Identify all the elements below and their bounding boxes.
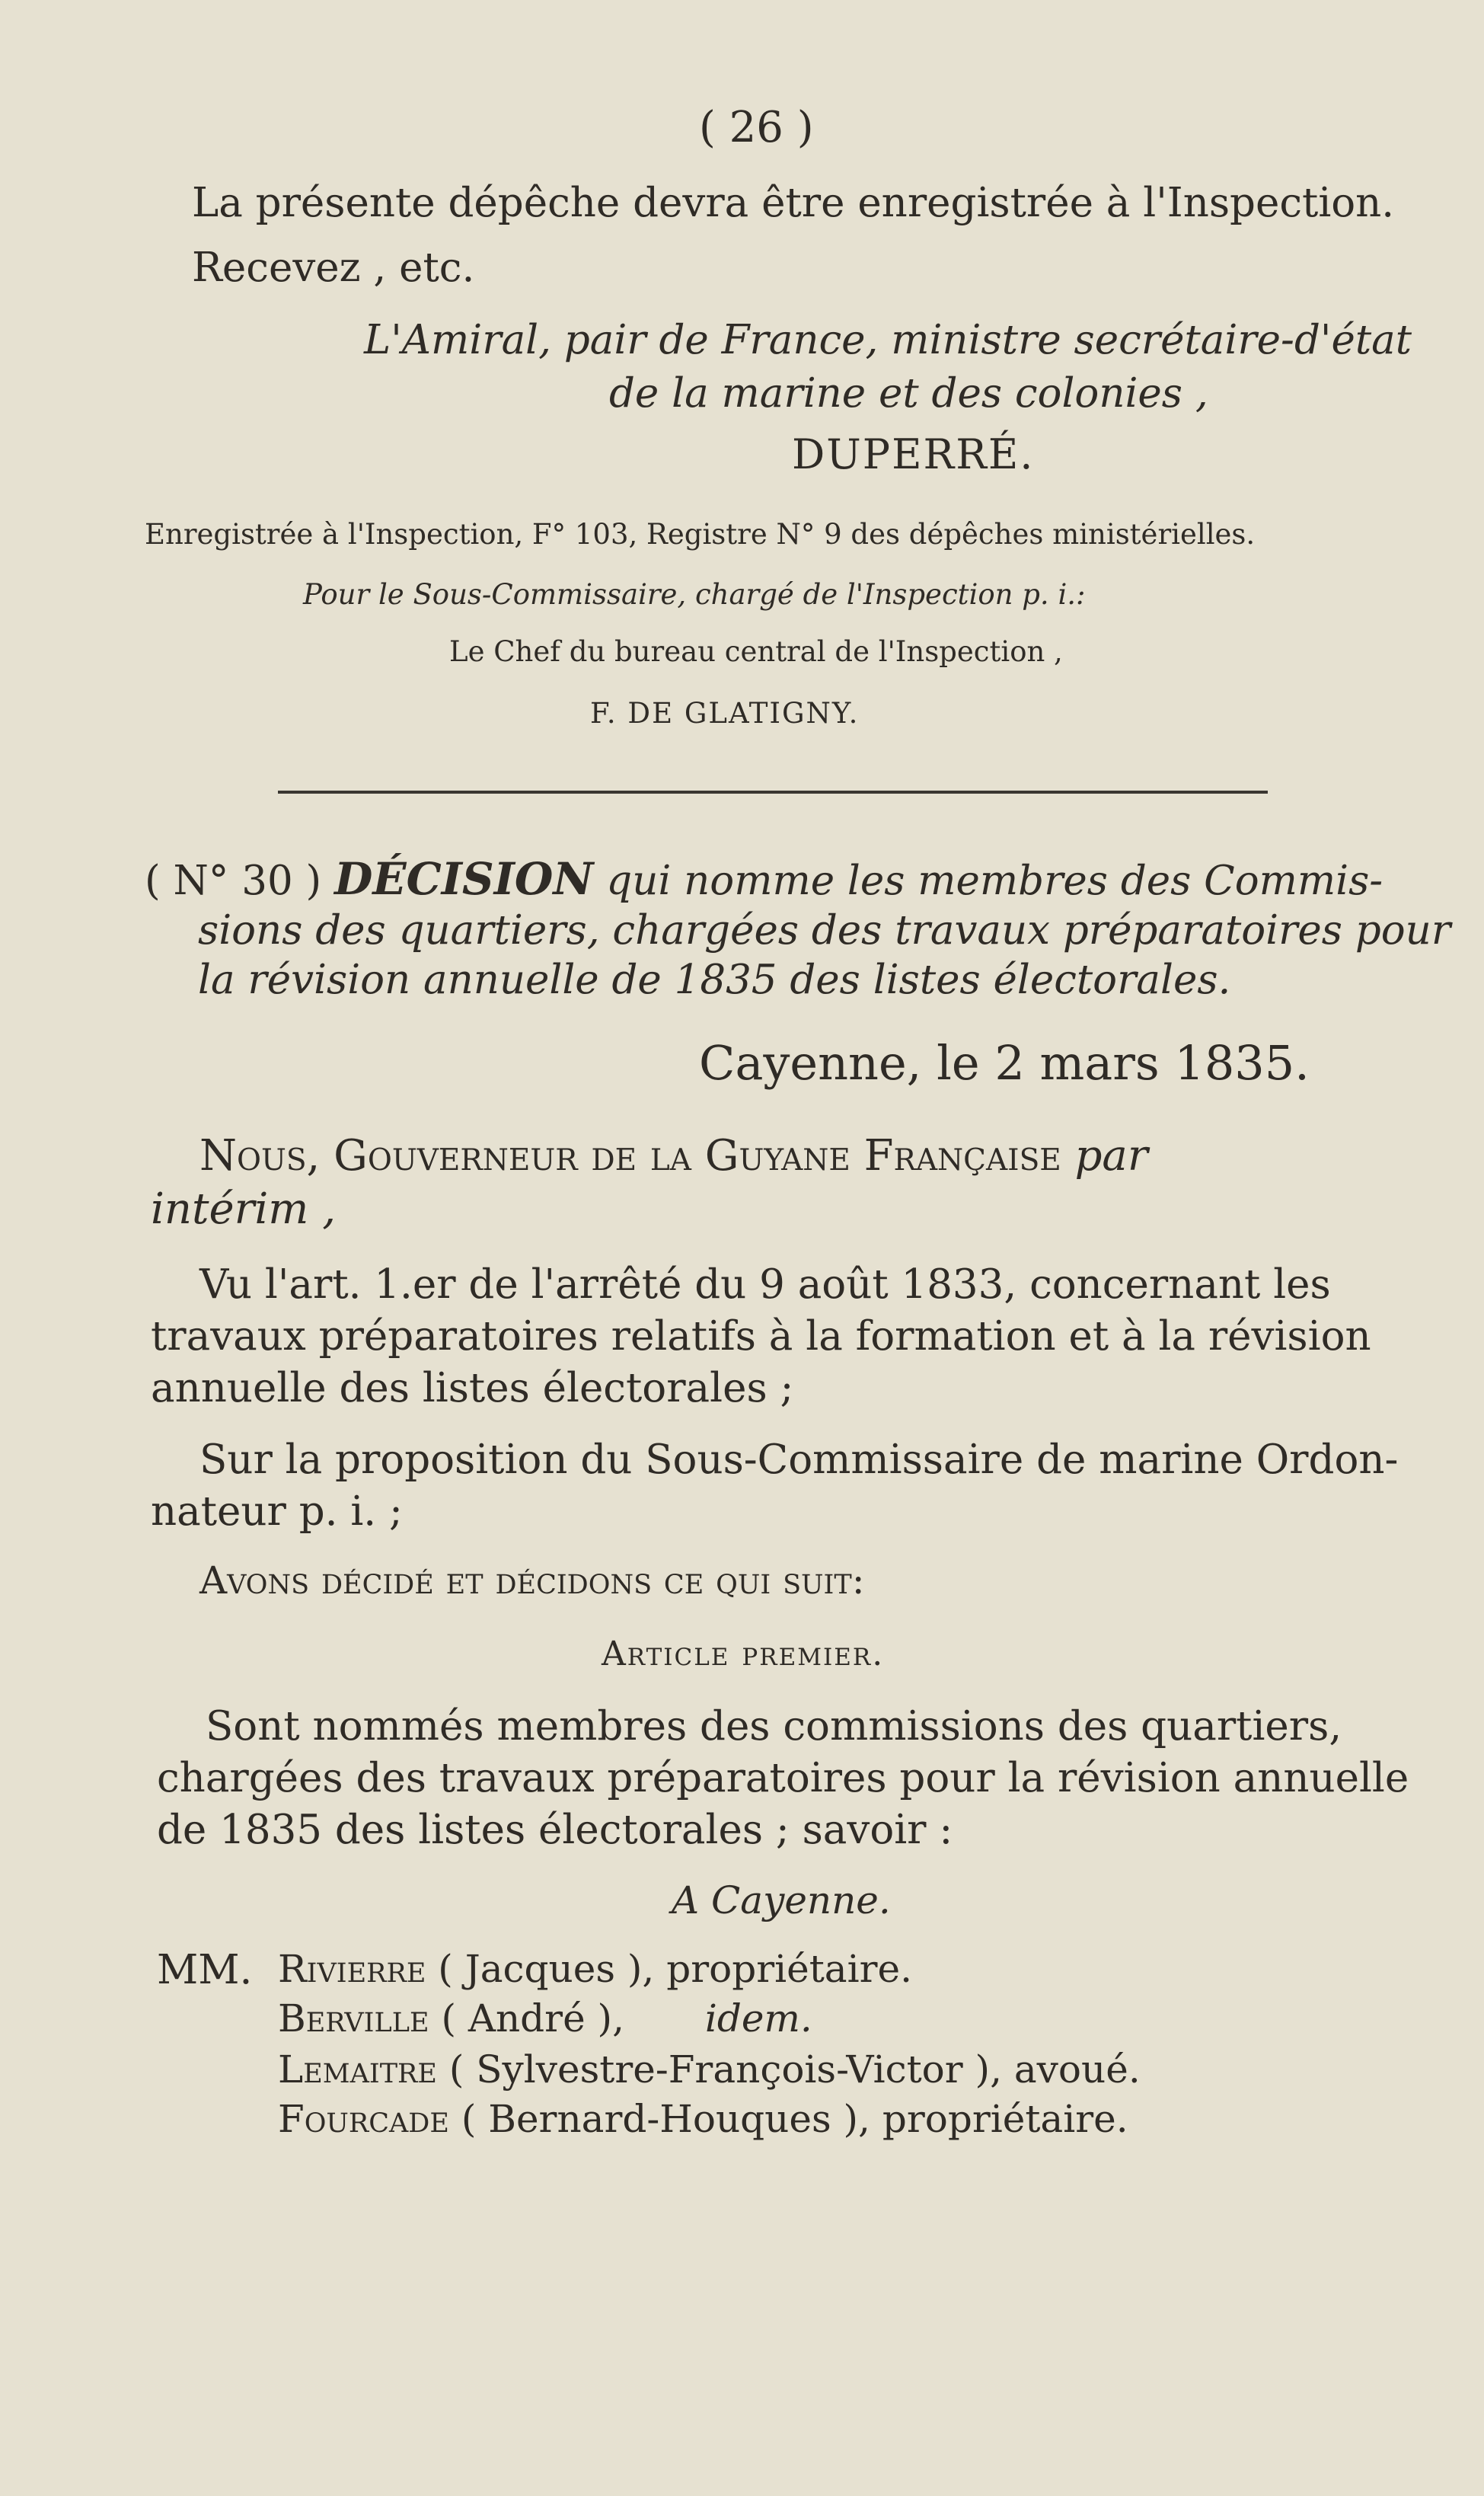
governor-clause: Nous, Gouverneur de la Guyane Française — [199, 1131, 1061, 1181]
paragraph-sur-2: nateur p. i. ; — [151, 1488, 403, 1535]
member-name: Berville — [278, 1996, 429, 2041]
decision-title-2: sions des quartiers, chargées des travaux préparatoires pour — [198, 907, 1451, 954]
place-date: Cayenne, le 2 mars 1835. — [699, 1035, 1310, 1091]
member-given: ( Sylvestre-François-Victor ), — [448, 2047, 1002, 2092]
member-name: Fourcade — [278, 2097, 449, 2141]
registration-line-2: Pour le Sous-Commissaire, chargé de l'Inspection p. i.: — [303, 578, 1086, 611]
registration-line-3: Le Chef du bureau central de l'Inspection , — [449, 635, 1063, 668]
paragraph-vu-3: annuelle des listes électorales ; — [151, 1365, 794, 1411]
registration-line-4: F. DE GLATIGNY. — [590, 697, 860, 730]
member-given: ( Bernard-Houques ), — [461, 2097, 870, 2141]
registration-line-1: Enregistrée à l'Inspection, F° 103, Registre N° 9 des dépêches ministérielles. — [145, 518, 1256, 551]
list-item — [278, 1996, 812, 2041]
member-given: ( Jacques ), — [438, 1947, 655, 1991]
decision-title-3: la révision annuelle de 1835 des listes électorales. — [198, 957, 1231, 1003]
list-item — [278, 1947, 912, 1991]
member-role: avoué. — [1013, 2047, 1141, 2092]
signature-title-2: de la marine et des colonies , — [609, 370, 1208, 417]
section-divider — [278, 791, 1268, 794]
decision-heading-word: DÉCISION — [334, 853, 594, 905]
paragraph-vu-1: Vu l'art. 1.er de l'arrêté du 9 août 1833, concernant les — [199, 1261, 1331, 1308]
list-item — [278, 2047, 1141, 2092]
paragraph-sont-3: de 1835 des listes électorales ; savoir : — [157, 1807, 953, 1853]
members-prefix: MM. — [157, 1947, 253, 1993]
article-heading: Article premier. — [602, 1635, 885, 1673]
paragraph-sont-1: Sont nommés membres des commissions des quartiers, — [206, 1703, 1342, 1750]
letter-line-1: La présente dépêche devra être enregistrée à l'Inspection. — [192, 180, 1395, 226]
member-given: ( André ), — [441, 1996, 624, 2041]
list-item — [278, 2097, 1128, 2141]
letter-line-2: Recevez , etc. — [192, 244, 475, 291]
governor-interim: intérim , — [151, 1184, 337, 1234]
member-role: propriétaire. — [882, 2097, 1128, 2141]
place-heading: A Cayenne. — [672, 1878, 891, 1922]
signature-name: DUPERRÉ. — [792, 430, 1035, 478]
member-name: Lemaitre — [278, 2047, 437, 2092]
paragraph-vu-2: travaux préparatoires relatifs à la formation et à la révision — [151, 1313, 1371, 1360]
governor-par: par — [1074, 1131, 1148, 1181]
decision-heading — [145, 853, 1383, 905]
paragraph-governor — [199, 1131, 1148, 1181]
decision-number: ( N° 30 ) — [145, 858, 322, 904]
paragraph-sont-2: chargées des travaux préparatoires pour la révision annuelle — [157, 1755, 1409, 1801]
signature-title-1: L'Amiral, pair de France, ministre secrétaire-d'état — [364, 317, 1412, 363]
paragraph-sur-1: Sur la proposition du Sous-Commissaire de marine Ordon- — [199, 1437, 1399, 1483]
member-name: Rivierre — [278, 1947, 426, 1991]
paragraph-avons: Avons décidé et décidons ce qui suit: — [199, 1558, 865, 1603]
member-role: idem. — [704, 1996, 812, 2041]
member-role: propriétaire. — [666, 1947, 912, 1991]
page-number: ( 26 ) — [699, 103, 814, 152]
decision-title-1: qui nomme les membres des Commis- — [606, 858, 1383, 904]
